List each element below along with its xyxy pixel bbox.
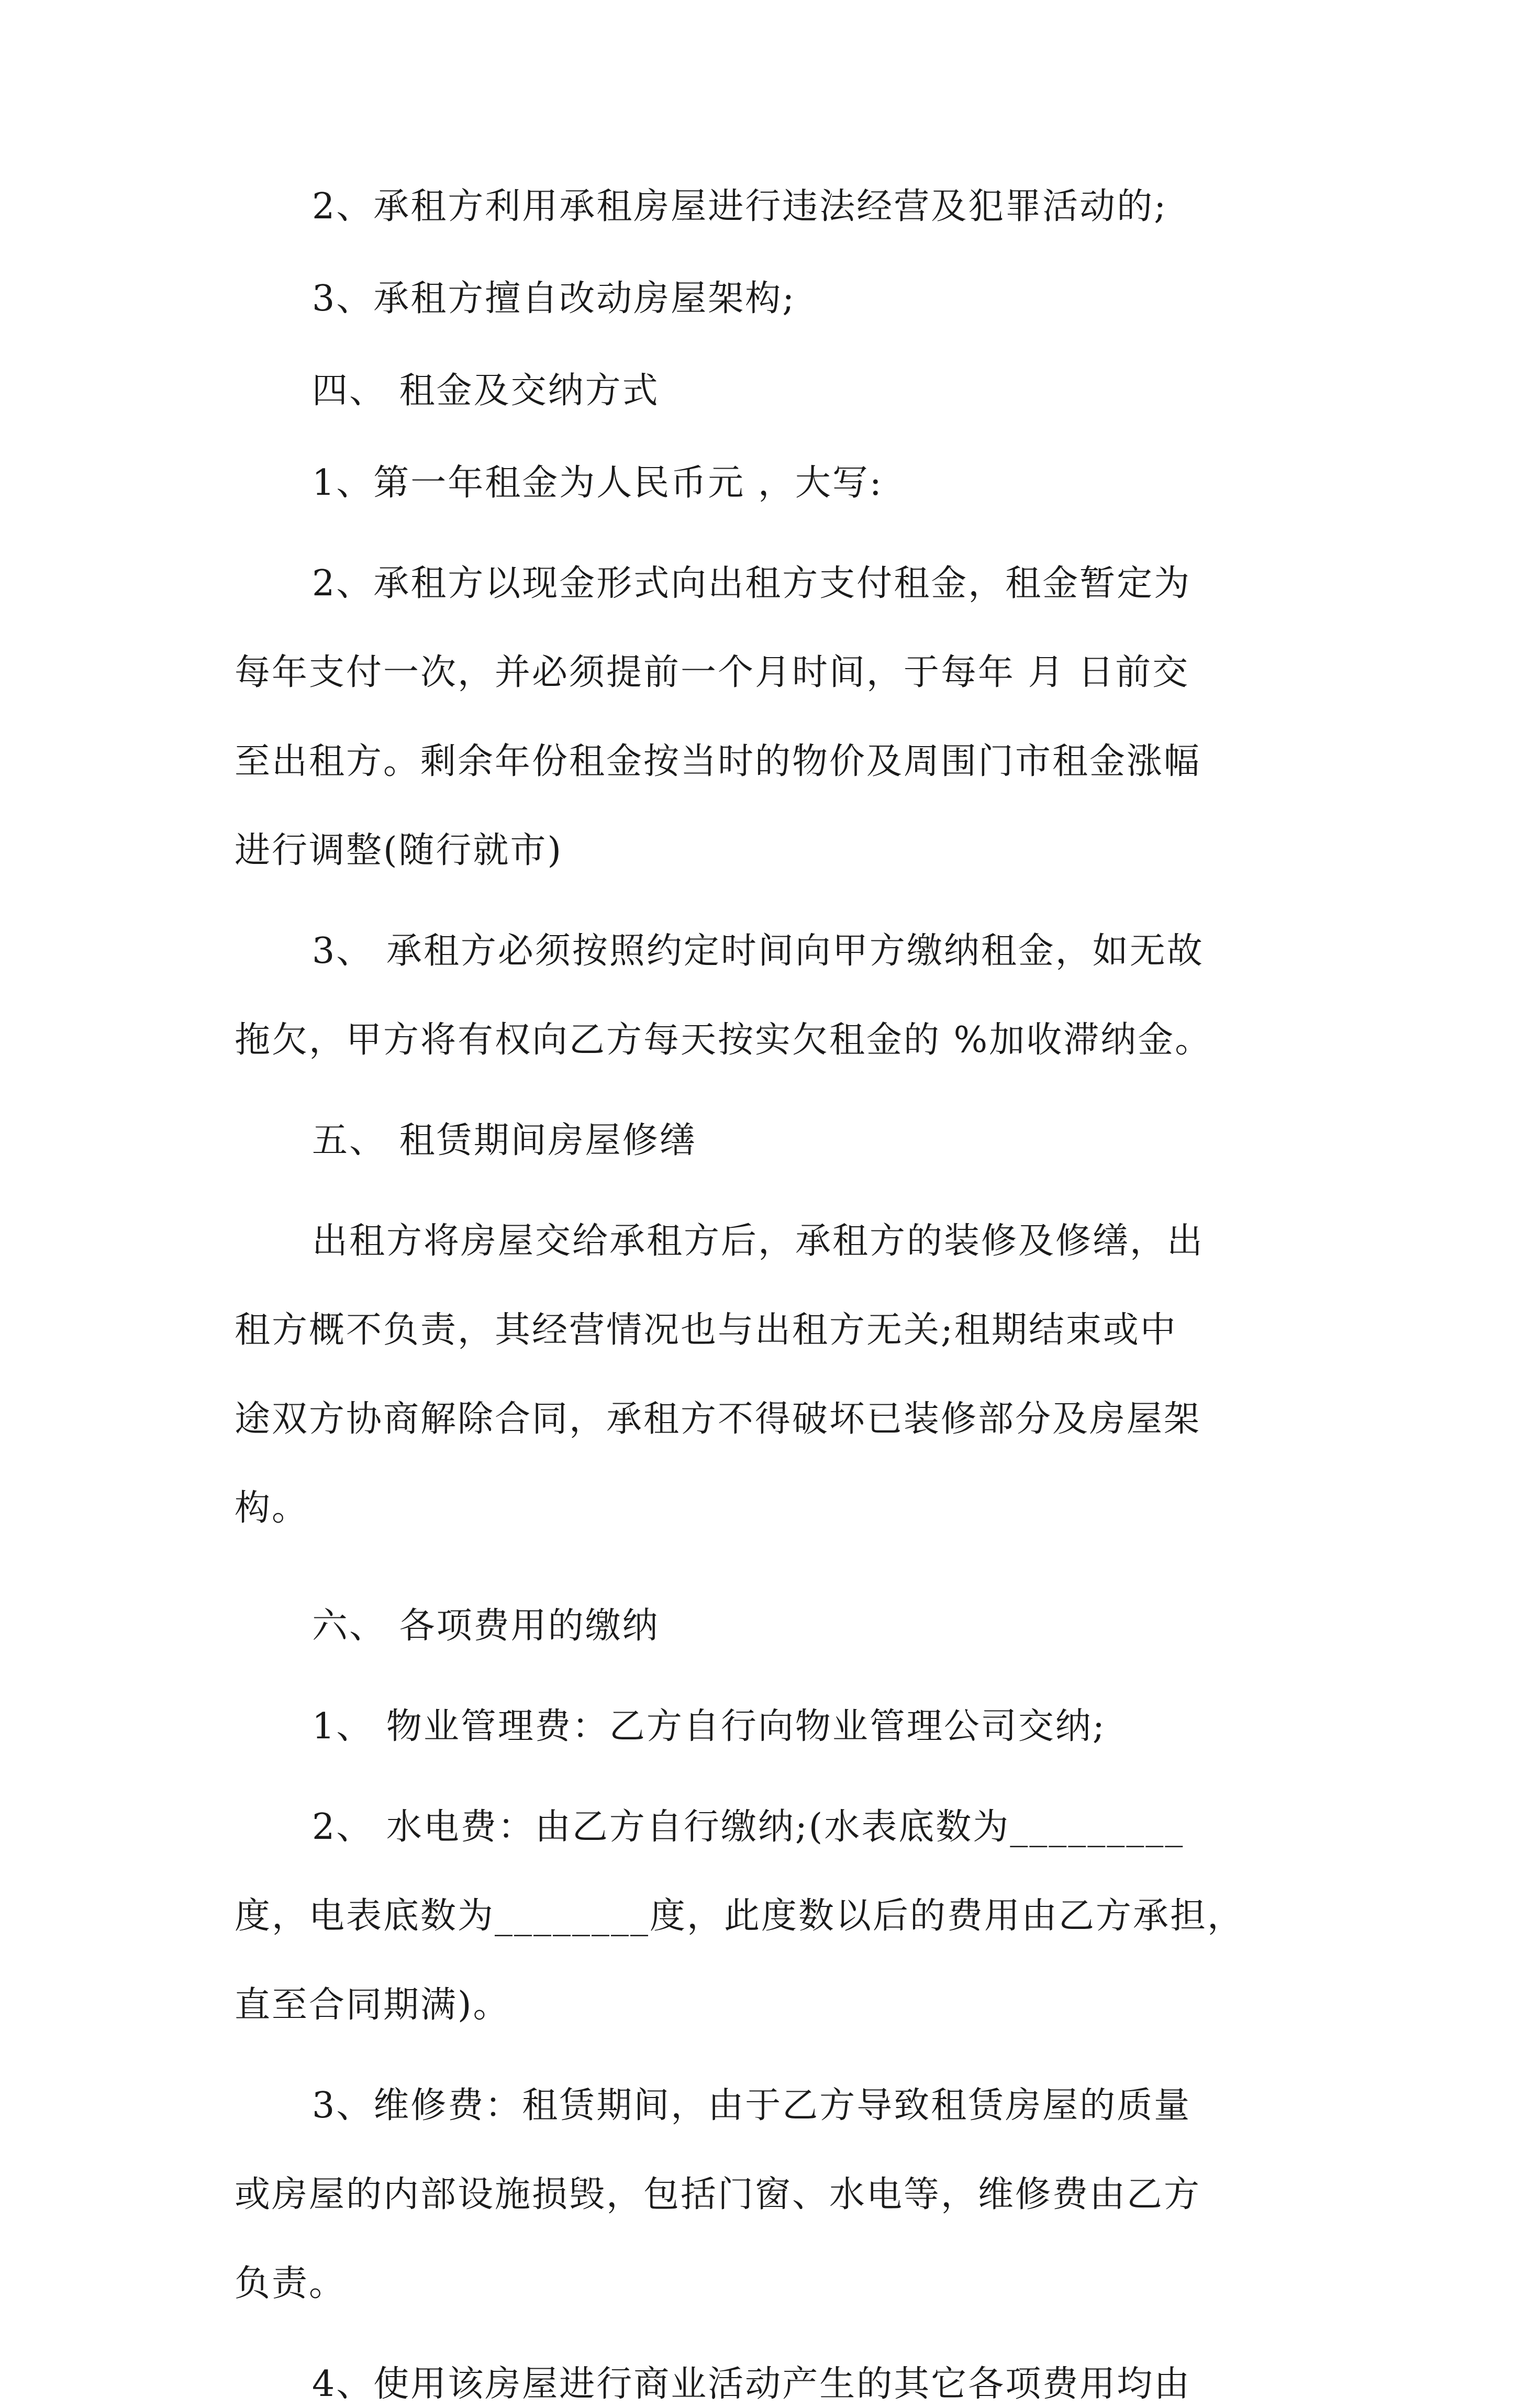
text-line: 构。 [235, 1488, 309, 1529]
text-line: 或房屋的内部设施损毁，包括门窗、水电等，维修费由乙方 [235, 2174, 1201, 2215]
text-line: 3、维修费：租赁期间，由于乙方导致租赁房屋的质量 [312, 2085, 1191, 2126]
text-line: 2、承租方以现金形式向出租方支付租金，租金暂定为 [312, 563, 1191, 604]
text-line: 4、使用该房屋进行商业活动产生的其它各项费用均由 [312, 2363, 1191, 2405]
text-line: 度，电表底数为________度，此度数以后的费用由乙方承担， [235, 1895, 1245, 1937]
text-line: 2、承租方利用承租房屋进行违法经营及犯罪活动的; [312, 186, 1168, 227]
text-line: 至出租方。剩余年份租金按当时的物价及周围门市租金涨幅 [235, 741, 1201, 782]
text-line: 3、承租方擅自改动房屋架构; [312, 278, 796, 319]
text-line: 租方概不负责，其经营情况也与出租方无关;租期结束或中 [235, 1310, 1177, 1351]
text-line: 直至合同期满)。 [235, 1984, 510, 2026]
text-line: 进行调整(随行就市) [235, 830, 563, 871]
text-line: 途双方协商解除合同，承租方不得破坏已装修部分及房屋架 [235, 1399, 1201, 1440]
text-line: 出租方将房屋交给承租方后，承租方的装修及修缮，出 [312, 1220, 1205, 1262]
section-heading: 五、 租赁期间房屋修缮 [312, 1120, 697, 1161]
text-line: 3、 承租方必须按照约定时间向甲方缴纳租金，如无故 [312, 930, 1204, 972]
section-heading: 四、 租金及交纳方式 [312, 370, 660, 412]
text-line: 每年支付一次，并必须提前一个月时间，于每年 月 日前交 [235, 652, 1190, 693]
text-line: 2、 水电费：由乙方自行缴纳;(水表底数为_________ [312, 1806, 1185, 1848]
document-page [235, 183, 1302, 2408]
text-line: 负责。 [235, 2263, 347, 2304]
text-line: 1、第一年租金为人民币元 ，大写: [312, 462, 883, 504]
text-line: 1、 物业管理费：乙方自行向物业管理公司交纳; [312, 1706, 1106, 1747]
text-line: 拖欠，甲方将有权向乙方每天按实欠租金的 %加收滞纳金。 [235, 1019, 1212, 1061]
section-heading: 六、 各项费用的缴纳 [312, 1605, 660, 1647]
